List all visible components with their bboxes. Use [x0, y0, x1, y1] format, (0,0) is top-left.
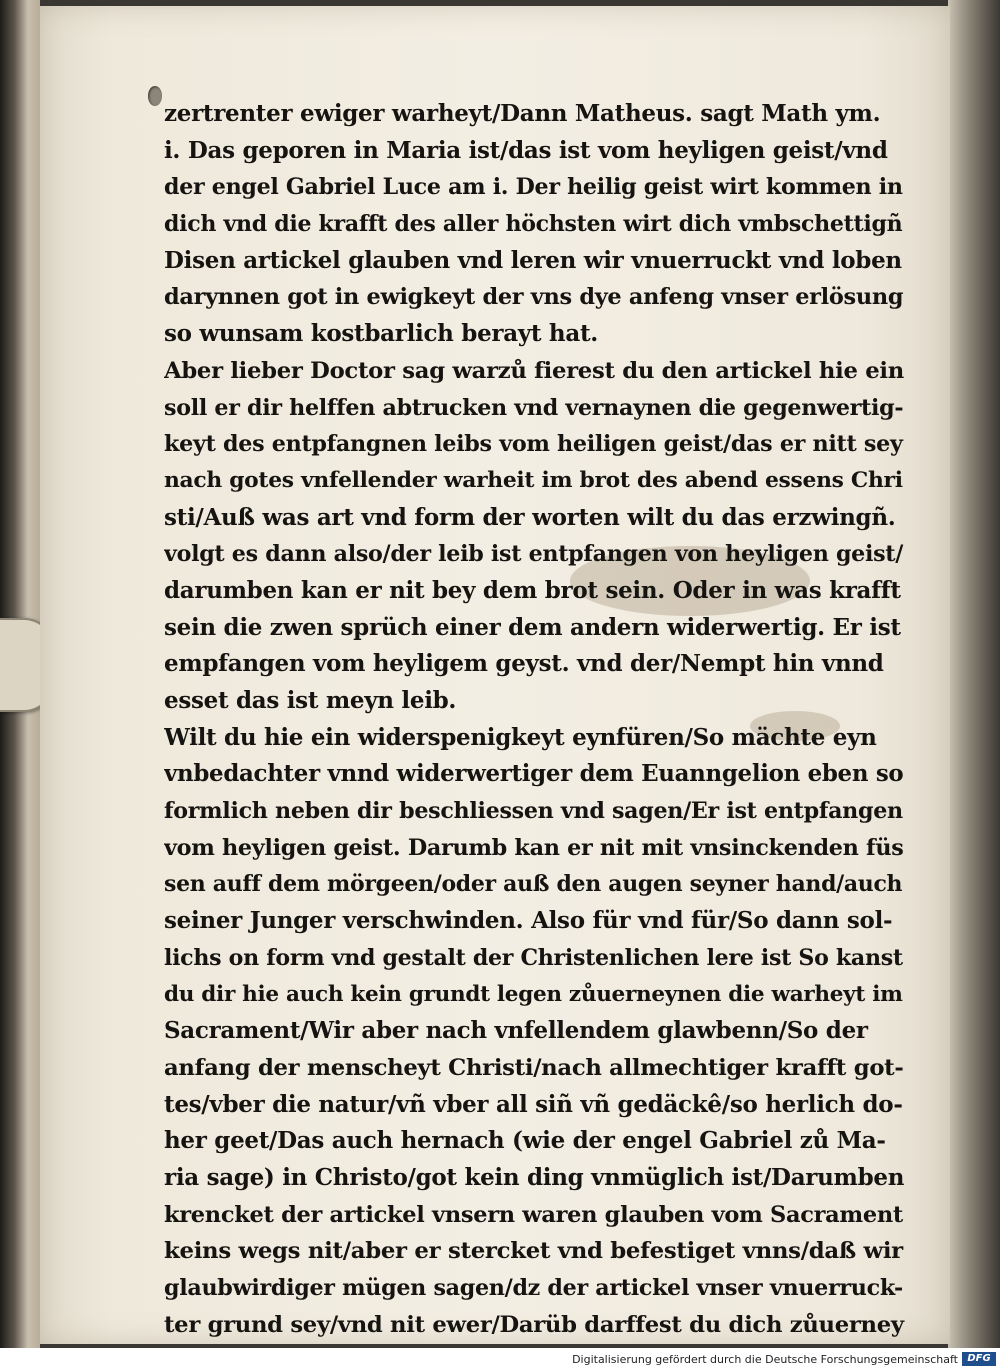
text-line: her geet/Das auch hernach (wie der engel Gabriel zů Ma- [164, 1127, 886, 1155]
text-line: der engel Gabriel Luce am i. Der heilig geist wirt kommen in [164, 174, 903, 201]
text-line: keyt des entpfangnen leibs vom heiligen geist/das er nitt sey [164, 431, 903, 458]
text-line: tes/vber die natur/vñ vber all siñ vñ gedäckê/so herlich do- [164, 1090, 903, 1118]
text-line: sti/Auß was art vnd form der worten wilt du das erzwingñ. [164, 503, 896, 531]
text-line: esset das ist meyn leib. [164, 687, 457, 714]
text-line: Wilt du hie ein widerspenigkeyt eynfüren/So mächte eyn [164, 723, 877, 751]
text-line: lichs on form vnd gestalt der Christenlichen lere ist So kanst [164, 944, 903, 971]
text-line: so wunsam kostbarlich berayt hat. [164, 320, 598, 348]
body-text [164, 96, 912, 1343]
book-right-edge [948, 0, 1000, 1348]
text-line: soll er dir helffen abtrucken vnd vernaynen die gegenwertig- [164, 394, 904, 421]
text-line: nach gotes vnfellender warheit im brot des abend essens Chri [164, 467, 903, 493]
text-line: sen auff dem mörgeen/oder auß den augen seyner hand/auch [164, 871, 903, 898]
text-line: dich vnd die krafft des aller höchsten wirt dich vmbschettigñ [164, 211, 903, 238]
text-line: krencket der artickel vnsern waren glauben vom Sacrament [164, 1201, 903, 1228]
text-line: vnbedachter vnnd widerwertiger dem Euanngelion eben so [164, 760, 904, 788]
text-line: sein die zwen sprüch einer dem andern widerwertig. Er ist [164, 613, 901, 641]
text-line: vom heyligen geist. Darumb kan er nit mit vnsinckenden füs [164, 834, 904, 861]
dfg-logo: DFG [962, 1352, 996, 1366]
text-line: keins wegs nit/aber er stercket vnd befestiget vnns/daß wir [164, 1238, 903, 1265]
text-line: ter grund sey/vnd nit ewer/Darüb darffest du dich zůuerney [164, 1311, 904, 1338]
footer-credit: Digitalisierung gefördert durch die Deutsche Forschungsgemeinschaft [572, 1353, 958, 1366]
text-line: darumben kan er nit bey dem brot sein. Oder in was krafft [164, 576, 901, 604]
text-line: formlich neben dir beschliessen vnd sagen/Er ist entpfangen [164, 798, 903, 825]
text-line: volgt es dann also/der leib ist entpfangen von heyligen geist/ [164, 541, 904, 568]
text-line: glaubwirdiger mügen sagen/dz der artickel vnser vnuerruck- [164, 1275, 903, 1301]
text-line: zertrenter ewiger warheyt/Dann Matheus. sagt Math ym. [164, 100, 881, 127]
text-line: darynnen got in ewigkeyt der vns dye anfeng vnser erlösung [164, 284, 904, 311]
paper-hole [148, 86, 162, 106]
text-line: Aber lieber Doctor sag warzů fierest du den artickel hie ein [164, 357, 904, 384]
text-line: anfang der menscheyt Christi/nach allmechtiger krafft got- [164, 1054, 904, 1081]
text-line: seiner Junger verschwinden. Also für vnd für/So dann sol- [164, 907, 893, 935]
text-line: Sacrament/Wir aber nach vnfellendem glawbenn/So der [164, 1017, 868, 1045]
text-line: du dir hie auch kein grundt legen zůuerneynen die warheyt im [164, 981, 903, 1007]
text-line: Disen artickel glauben vnd leren wir vnuerruckt vnd loben [164, 246, 902, 274]
text-line: ria sage) in Christo/got kein ding vnmüglich ist/Darumben [164, 1163, 905, 1191]
text-line: i. Das geporen in Maria ist/das ist vom heyligen geist/vnd [164, 136, 888, 164]
text-line: empfangen vom heyligem geyst. vnd der/Nempt hin vnnd [164, 650, 884, 678]
